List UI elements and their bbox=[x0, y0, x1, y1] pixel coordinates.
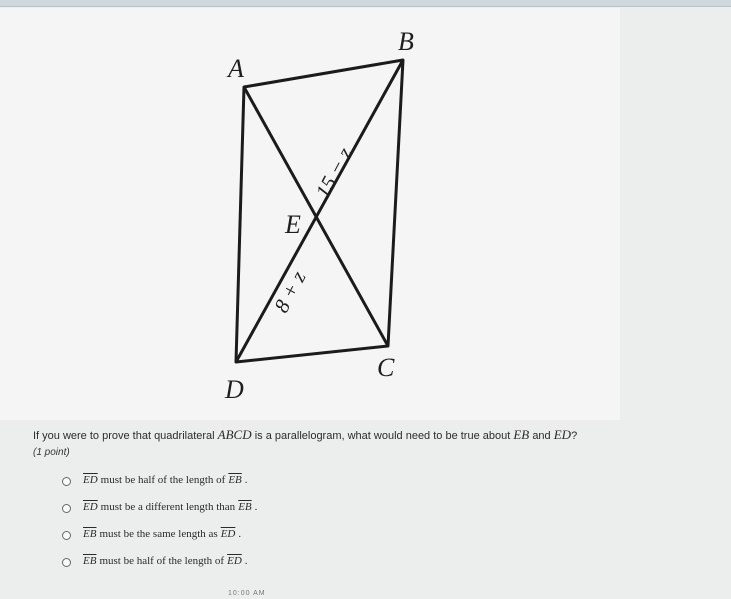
points-label: (1 point) bbox=[33, 447, 70, 458]
question-prefix: If you were to prove that quadrilateral bbox=[33, 430, 215, 442]
question-middle: is a parallelogram, what would need to be true about bbox=[254, 430, 511, 442]
vertex-label-c: C bbox=[377, 353, 395, 382]
radio-button[interactable] bbox=[62, 531, 71, 540]
question-figure-panel bbox=[0, 8, 620, 420]
radio-button[interactable] bbox=[62, 477, 71, 486]
radio-button[interactable] bbox=[62, 558, 71, 567]
quadrilateral-name: ABCD bbox=[217, 427, 252, 442]
option-text: must be a different length than bbox=[100, 501, 236, 513]
parallelogram-figure bbox=[0, 8, 620, 420]
option-segment-a: $\overline{ED}$ bbox=[83, 474, 98, 486]
option-text: must be half of the length of bbox=[100, 474, 226, 486]
option-segment-a: $\overline{EB}$ bbox=[83, 528, 97, 540]
vertex-label-d: D bbox=[225, 375, 244, 404]
segment-ed-expression: 8 + z bbox=[269, 266, 311, 317]
answer-options bbox=[62, 474, 257, 582]
answer-option-2[interactable] bbox=[62, 501, 257, 528]
question-mark: ? bbox=[571, 430, 578, 442]
vertex-label-b: B bbox=[398, 27, 414, 56]
question-and: and bbox=[532, 430, 551, 442]
answer-option-3[interactable] bbox=[62, 528, 257, 555]
option-end: . bbox=[254, 501, 258, 513]
option-end: . bbox=[244, 555, 248, 567]
option-segment-a: $\overline{EB}$ bbox=[83, 555, 97, 567]
option-text: must be half of the length of bbox=[99, 555, 225, 567]
answer-option-1[interactable] bbox=[62, 474, 257, 501]
option-segment-b: $\overline{ED}$ bbox=[227, 555, 242, 567]
intersection-label-e: E bbox=[285, 210, 301, 239]
option-segment-a: $\overline{ED}$ bbox=[83, 501, 98, 513]
question-text bbox=[33, 427, 723, 443]
cut-off-footer-text: 10:00 AM bbox=[228, 590, 266, 597]
option-end: . bbox=[244, 474, 248, 486]
segment-eb-ref: EB bbox=[513, 427, 530, 442]
vertex-label-a: A bbox=[228, 54, 244, 83]
option-segment-b: $\overline{EB}$ bbox=[238, 501, 252, 513]
diagonal-bd bbox=[236, 60, 403, 362]
radio-button[interactable] bbox=[62, 504, 71, 513]
option-segment-b: $\overline{ED}$ bbox=[220, 528, 236, 540]
option-segment-b: $\overline{EB}$ bbox=[228, 474, 242, 486]
segment-eb-expression: 15 − z bbox=[310, 143, 358, 203]
option-text: must be the same length as bbox=[99, 528, 218, 540]
segment-ed-ref: ED bbox=[553, 427, 572, 442]
answer-option-4[interactable] bbox=[62, 555, 257, 582]
top-bar bbox=[0, 0, 731, 7]
option-end: . bbox=[238, 528, 242, 540]
